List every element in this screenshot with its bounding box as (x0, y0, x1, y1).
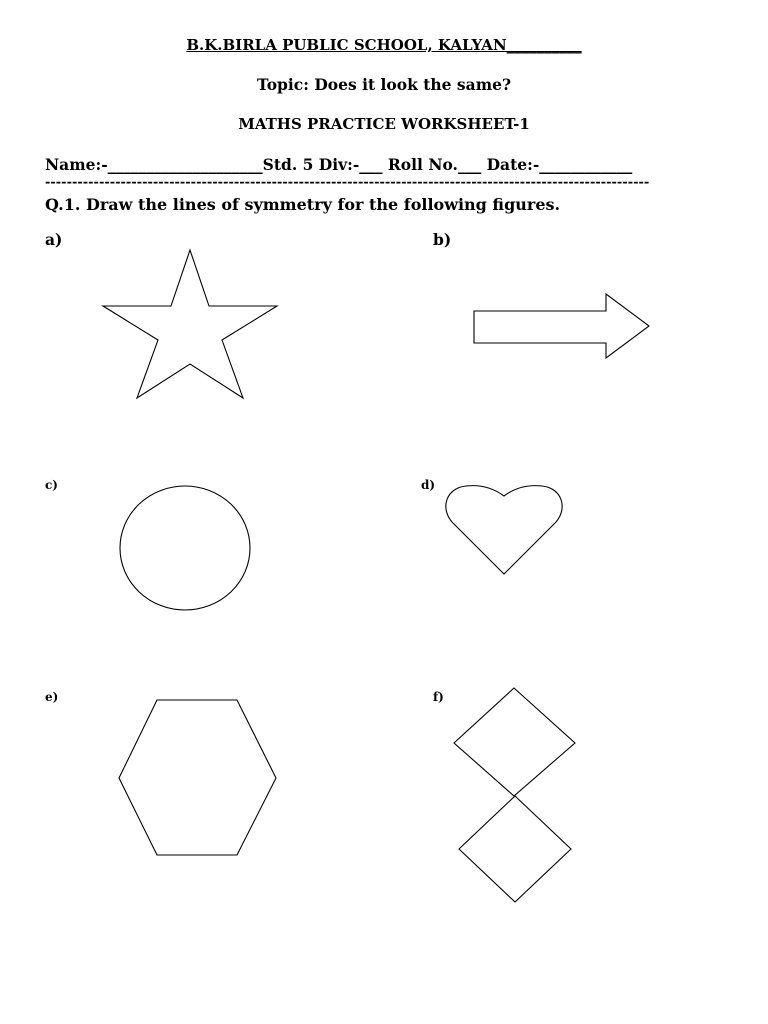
arrow-right-icon (474, 294, 649, 358)
diamond-bottom-icon (459, 796, 571, 902)
figure-label-c: c) (45, 478, 58, 492)
figure-label-f: f) (433, 690, 444, 704)
figure-label-e: e) (45, 690, 59, 704)
heart-icon (446, 486, 562, 574)
figure-label-d: d) (421, 478, 436, 492)
separator-line: ---------------------------------------------------------------------------------------------------------------- (45, 175, 650, 190)
figure-label-b: b) (433, 230, 452, 249)
diamond-top-icon (454, 688, 575, 796)
question-1: Q.1. Draw the lines of symmetry for the following figures. (45, 195, 561, 214)
figure-label-a: a) (45, 230, 63, 249)
topic-title: Topic: Does it look the same? (256, 75, 512, 94)
student-info-line: Name:-____________________Std. 5 Div:-___ Roll No.___ Date:-____________ (45, 155, 633, 174)
star-icon (103, 250, 277, 398)
worksheet-title: MATHS PRACTICE WORKSHEET-1 (238, 115, 530, 133)
school-name: B.K.BIRLA PUBLIC SCHOOL, KALYAN__________ (186, 36, 582, 54)
circle-icon (120, 486, 250, 610)
hexagon-icon (119, 700, 276, 855)
